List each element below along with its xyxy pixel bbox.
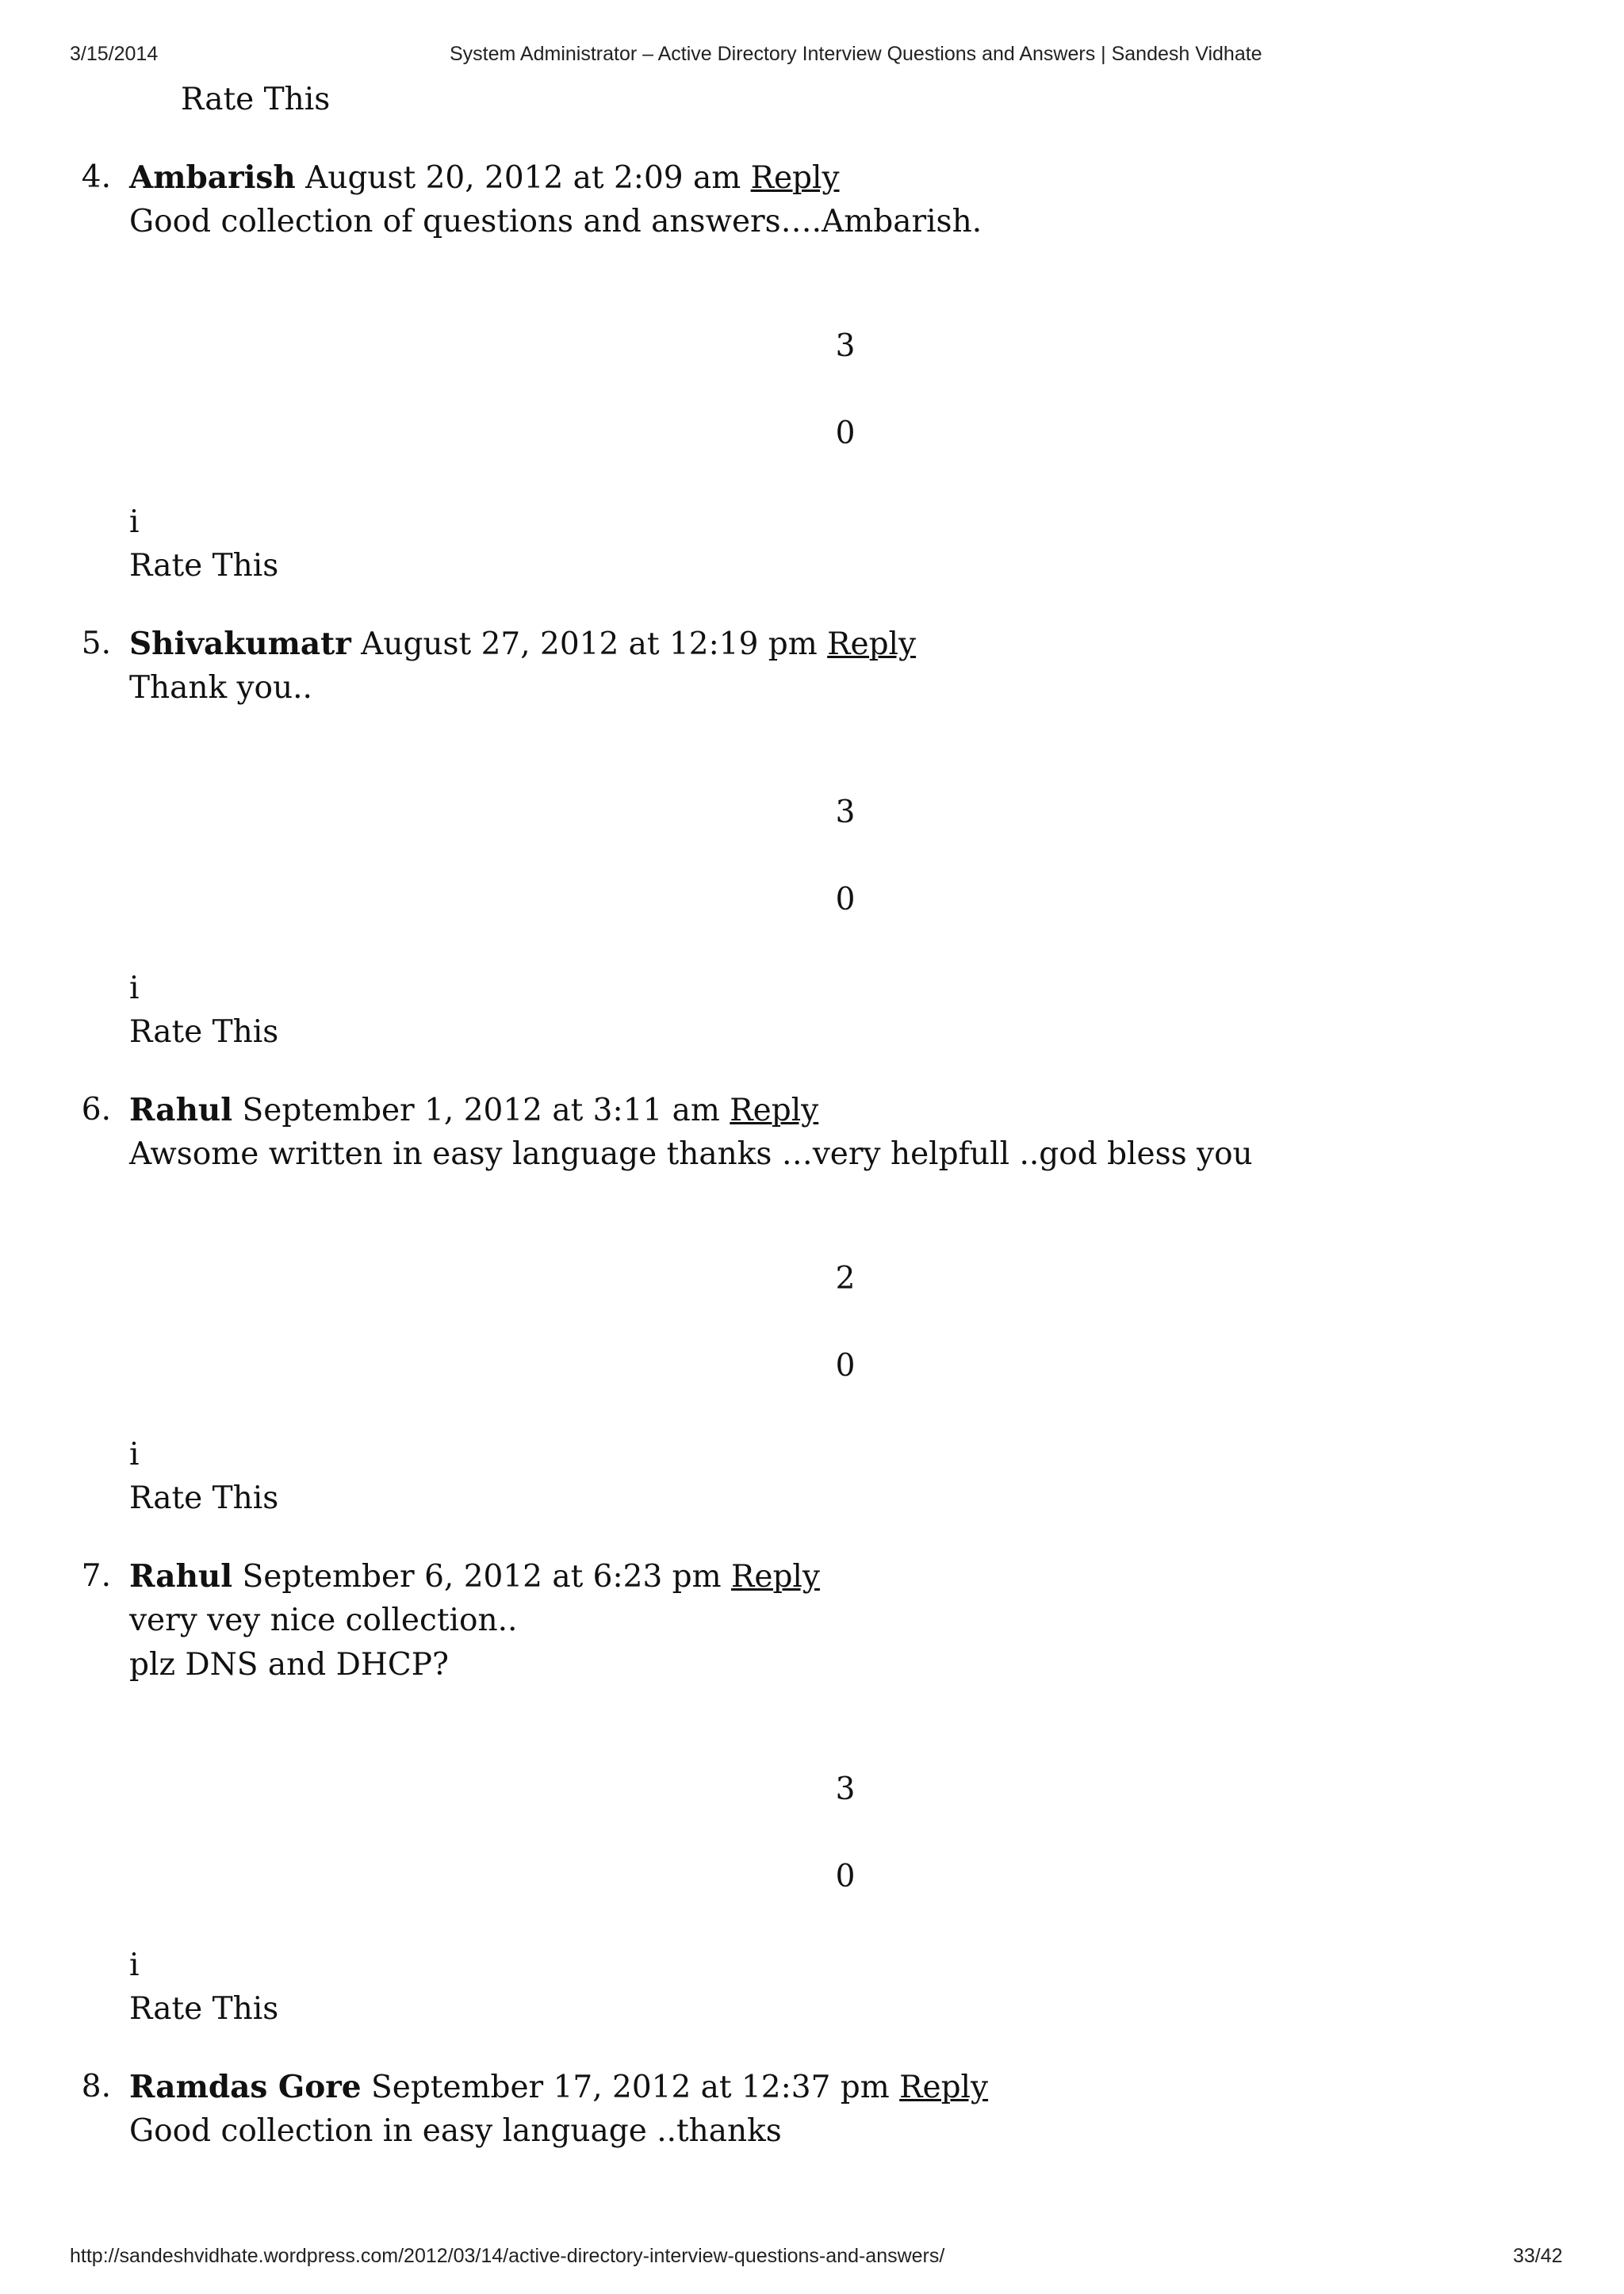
comment-author: Rahul (129, 1092, 233, 1128)
comment-text: very vey nice collection.. (129, 1603, 518, 1638)
comment-number: 8. (81, 2069, 111, 2104)
info-icon[interactable]: i (129, 504, 140, 540)
comment-header (129, 2070, 988, 2106)
rate-this-label[interactable]: Rate This (129, 1991, 279, 2027)
dislike-count[interactable]: 0 (835, 882, 856, 917)
comment-text: Thank you.. (129, 670, 312, 706)
comment-text: Good collection of questions and answers….Ambarish. (129, 204, 982, 239)
comment-number: 6. (81, 1092, 111, 1128)
comment-timestamp: August 20, 2012 at 2:09 am (305, 160, 741, 196)
reply-link[interactable]: Reply (899, 2070, 989, 2105)
print-date: 3/15/2014 (70, 43, 159, 65)
comment-text: Good collection in easy language ..thanks (129, 2113, 782, 2149)
comment-text: Awsome written in easy language thanks …very helpfull ..god bless you (129, 1136, 1253, 1172)
comment-timestamp: September 6, 2012 at 6:23 pm (242, 1559, 722, 1595)
comment-timestamp: September 1, 2012 at 3:11 am (242, 1093, 720, 1128)
dislike-count[interactable]: 0 (835, 1859, 856, 1894)
info-icon[interactable]: i (129, 1947, 140, 1983)
comment-author: Ramdas Gore (129, 2069, 362, 2105)
comment-header (129, 1559, 820, 1595)
page-title: System Administrator – Active Directory Interview Questions and Answers | Sandesh Vidhate (450, 43, 1262, 65)
comment-author: Shivakumatr (129, 626, 351, 662)
comment-author: Ambarish (129, 159, 296, 196)
reply-link[interactable]: Reply (731, 1559, 820, 1595)
rate-this-label[interactable]: Rate This (129, 1480, 279, 1516)
reply-link[interactable]: Reply (750, 160, 840, 196)
reply-link[interactable]: Reply (730, 1093, 819, 1128)
comment-text: plz DNS and DHCP? (129, 1647, 449, 1683)
like-count[interactable]: 3 (835, 328, 856, 364)
comment-header (129, 160, 840, 197)
info-icon[interactable]: i (129, 971, 140, 1006)
like-count[interactable]: 3 (835, 795, 856, 830)
dislike-count[interactable]: 0 (835, 1348, 856, 1384)
comment-timestamp: September 17, 2012 at 12:37 pm (371, 2070, 890, 2105)
comment-author: Rahul (129, 1558, 233, 1595)
reply-link[interactable]: Reply (827, 626, 917, 662)
comment-number: 7. (81, 1558, 111, 1594)
comment-timestamp: August 27, 2012 at 12:19 pm (361, 626, 818, 662)
comment-header (129, 1093, 818, 1129)
info-icon[interactable]: i (129, 1437, 140, 1473)
dislike-count[interactable]: 0 (835, 416, 856, 451)
rate-this-label[interactable]: Rate This (129, 548, 279, 584)
comment-header (129, 626, 916, 663)
rate-this-label[interactable]: Rate This (181, 82, 331, 117)
like-count[interactable]: 3 (835, 1771, 856, 1807)
comment-number: 5. (81, 626, 111, 661)
comment-number: 4. (81, 159, 111, 195)
page-number: 33/42 (1513, 2245, 1563, 2267)
page-url: http://sandeshvidhate.wordpress.com/2012/03/14/active-directory-interview-questions-and-answers/ (70, 2245, 945, 2267)
rate-this-label[interactable]: Rate This (129, 1014, 279, 1050)
like-count[interactable]: 2 (835, 1261, 856, 1296)
